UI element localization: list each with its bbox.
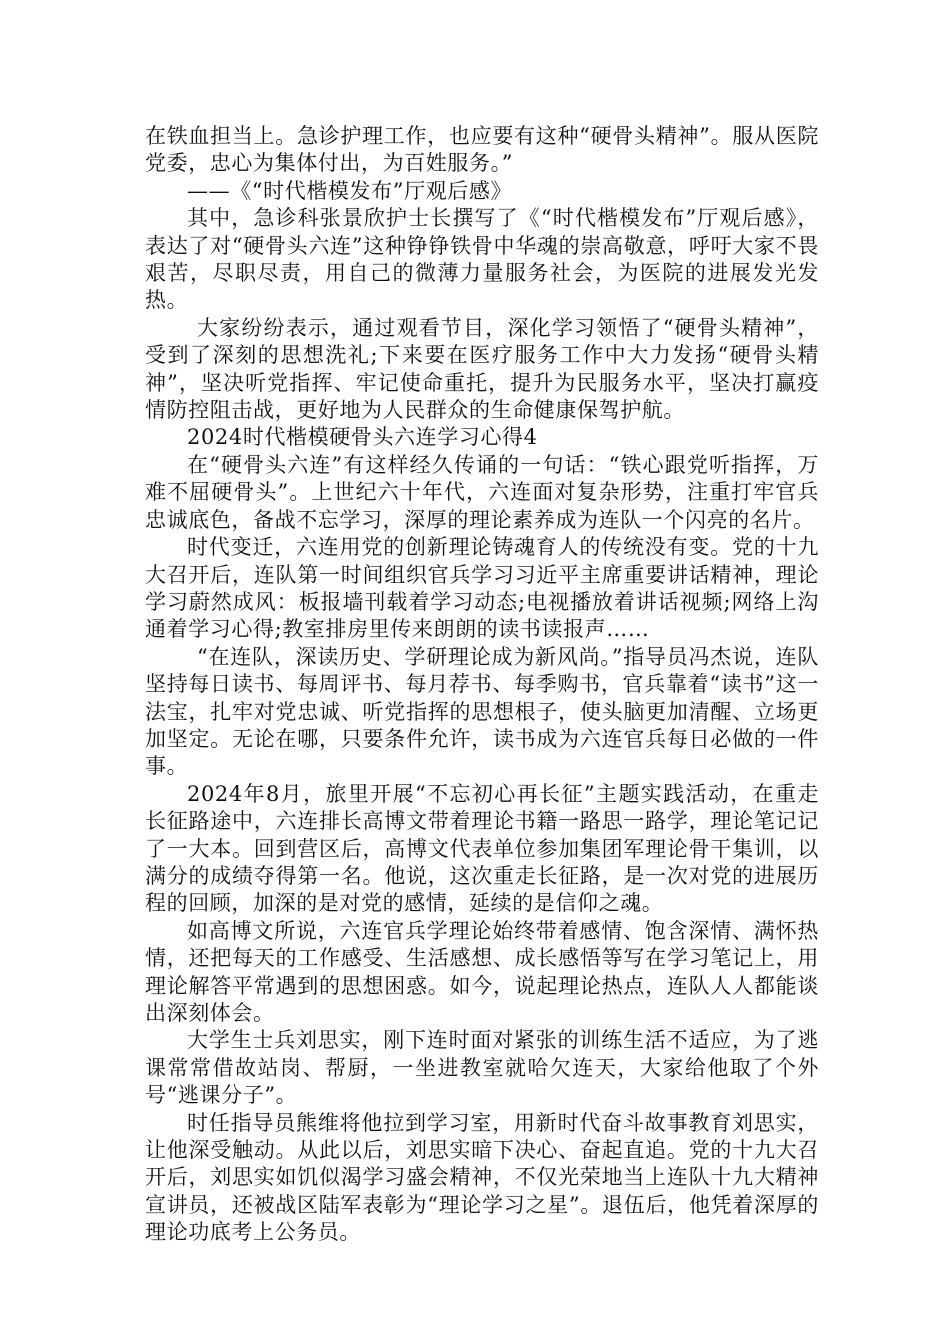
paragraph-intro: 在“硬骨头六连”有这样经久传诵的一句话：“铁心跟党听指挥，万难不屈硬骨头”。上世纪六十年代，六连面对复杂形势，注重打牢官兵忠诚底色，备战不忘学习，深厚的理论素养成为连队一个闪亮的名片。 [145, 452, 819, 532]
quote-attribution: ——《“时代楷模发布”厅观后感》 [187, 178, 513, 203]
section-heading: 2024时代楷模硬骨头六连学习心得4 [187, 425, 538, 450]
paragraph-tradition: 时代变迁，六连用党的创新理论铸魂育人的传统没有变。党的十九大召开后，连队第一时间组织官兵学习习近平主席重要讲话精神，理论学习蔚然成风：板报墙刊载着学习动态;电视播放着讲话视频;网络上沟通着学习心得;教室排房里传来朗朗的读书读报声…… [145, 535, 819, 642]
paragraph-reflection: 大家纷纷表示，通过观看节目，深化学习领悟了“硬骨头精神”，受到了深刻的思想洗礼;下来要在医疗服务工作中大力发扬“硬骨头精神”，坚决听党指挥、牢记使命重托，提升为民服务水平，坚决打赢疫情防控阻击战，更好地为人民群众的生命健康保驾护航。 [145, 315, 819, 423]
document-page [145, 123, 819, 1247]
paragraph-theory-study: 如高博文所说，六连官兵学理论始终带着感情、饱含深情、满怀热情，还把每天的工作感受、生活感想、成长感悟等写在学习笔记上，用理论解答平常遇到的思想困惑。如今，说起理论热点，连队人人都能谈出深刻体会。 [145, 918, 819, 1025]
paragraph-student-soldier: 大学生士兵刘思实，刚下连时面对紧张的训练生活不适应，为了逃课常常借故站岗、帮厨，一坐进教室就哈欠连天，大家给他取了个外号“逃课分子”。 [145, 1028, 819, 1108]
paragraph-transformation: 时任指导员熊维将他拉到学习室，用新时代奋斗故事教育刘思实，让他深受触动。从此以后，刘思实暗下决心、奋起直追。党的十九大召开后，刘思实如饥似渴学习盛会精神，不仅光荣地当上连队十九大精神宣讲员，还被战区陆军表彰为“理论学习之星”。退伍后，他凭着深厚的理论功底考上公务员。 [145, 1110, 819, 1245]
paragraph-long-march: 2024年8月，旅里开展“不忘初心再长征”主题实践活动，在重走长征路途中，六连排长高博文带着理论书籍一路思一路学，理论笔记记了一大本。回到营区后，高博文代表单位参加集团军理论骨干集训，以满分的成绩夺得第一名。他说，这次重走长征路，是一次对党的进展历程的回顾，加深的是对党的感情，延续的是信仰之魂。 [145, 781, 819, 916]
paragraph-instructor-quote: “在连队，深读历史、学研理论成为新风尚。”指导员冯杰说，连队坚持每日读书、每周评书、每月荐书、每季购书，官兵靠着“读书”这一法宝，扎牢对党忠诚、听党指挥的思想根子，使头脑更加清醒、立场更加坚定。无论在哪，只要条件允许，读书成为六连官兵每日必做的一件事。 [145, 644, 819, 779]
paragraph-continuation: 在铁血担当上。急诊护理工作，也应要有这种“硬骨头精神”。服从医院党委，忠心为集体付出，为百姓服务。” [145, 124, 819, 176]
paragraph-summary: 其中，急诊科张景欣护士长撰写了《“时代楷模发布”厅观后感》，表达了对“硬骨头六连”这种铮铮铁骨中华魂的崇高敬意，呼吁大家不畏艰苦，尽职尽责，用自己的微薄力量服务社会，为医院的进展发光发热。 [145, 206, 819, 313]
